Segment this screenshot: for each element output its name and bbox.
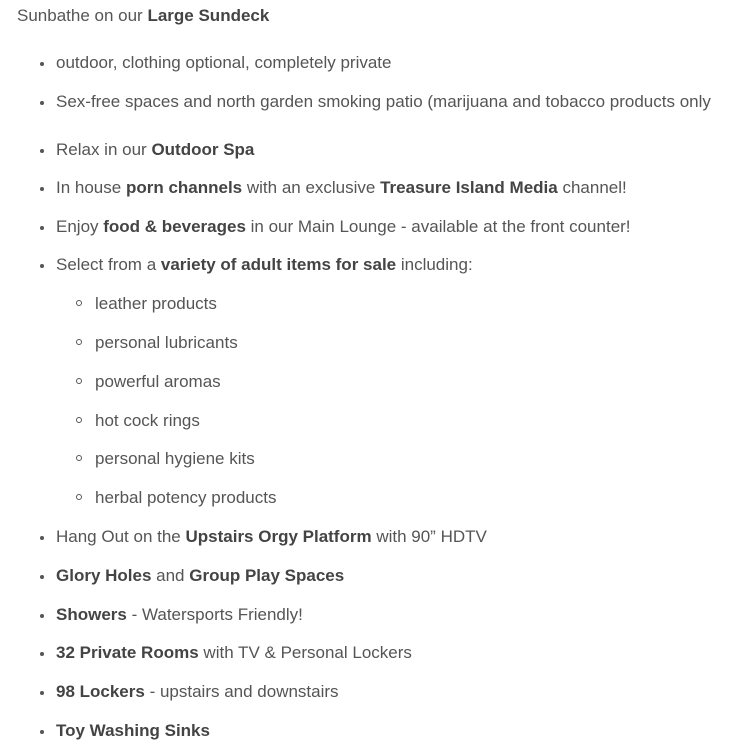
sub-list-item: personal hygiene kits <box>95 449 255 469</box>
bullet-dot <box>40 226 44 230</box>
list-item: Select from a variety of adult items for sale including: <box>56 255 473 275</box>
list-item: 32 Private Rooms with TV & Personal Lockers <box>56 643 412 663</box>
bullet-dot <box>40 149 44 153</box>
bullet-circle <box>76 378 82 384</box>
bullet-dot <box>40 575 44 579</box>
sub-list-item: powerful aromas <box>95 372 221 392</box>
sub-list-item: hot cock rings <box>95 411 200 431</box>
bullet-dot <box>40 652 44 656</box>
bullet-dot <box>40 62 44 66</box>
bullet-dot <box>40 536 44 540</box>
intro-line <box>17 6 269 26</box>
list-item: Glory Holes and Group Play Spaces <box>56 566 344 586</box>
bullet-circle <box>76 455 82 461</box>
sub-list-item: leather products <box>95 294 217 314</box>
list-item: Relax in our Outdoor Spa <box>56 140 254 160</box>
list-item: Sex-free spaces and north garden smoking patio (marijuana and tobacco products only <box>56 92 711 112</box>
list-item: outdoor, clothing optional, completely private <box>56 53 391 73</box>
list-item: Showers - Watersports Friendly! <box>56 605 303 625</box>
bullet-dot <box>40 730 44 734</box>
bullet-dot <box>40 101 44 105</box>
intro-strong: Large Sundeck <box>147 6 270 25</box>
bullet-dot <box>40 614 44 618</box>
bullet-circle <box>76 339 82 345</box>
bullet-dot <box>40 187 44 191</box>
list-item: Enjoy food & beverages in our Main Lounge - available at the front counter! <box>56 217 631 237</box>
bullet-circle <box>76 300 82 306</box>
bullet-circle <box>76 494 82 500</box>
intro-text: Sunbathe on our <box>17 6 148 25</box>
list-item: In house porn channels with an exclusive Treasure Island Media channel! <box>56 178 627 198</box>
list-item: Toy Washing Sinks <box>56 721 210 741</box>
bullet-dot <box>40 264 44 268</box>
list-item: 98 Lockers - upstairs and downstairs <box>56 682 339 702</box>
sub-list-item: herbal potency products <box>95 488 276 508</box>
bullet-circle <box>76 417 82 423</box>
sub-list-item: personal lubricants <box>95 333 238 353</box>
bullet-dot <box>40 691 44 695</box>
list-item: Hang Out on the Upstairs Orgy Platform with 90” HDTV <box>56 527 487 547</box>
